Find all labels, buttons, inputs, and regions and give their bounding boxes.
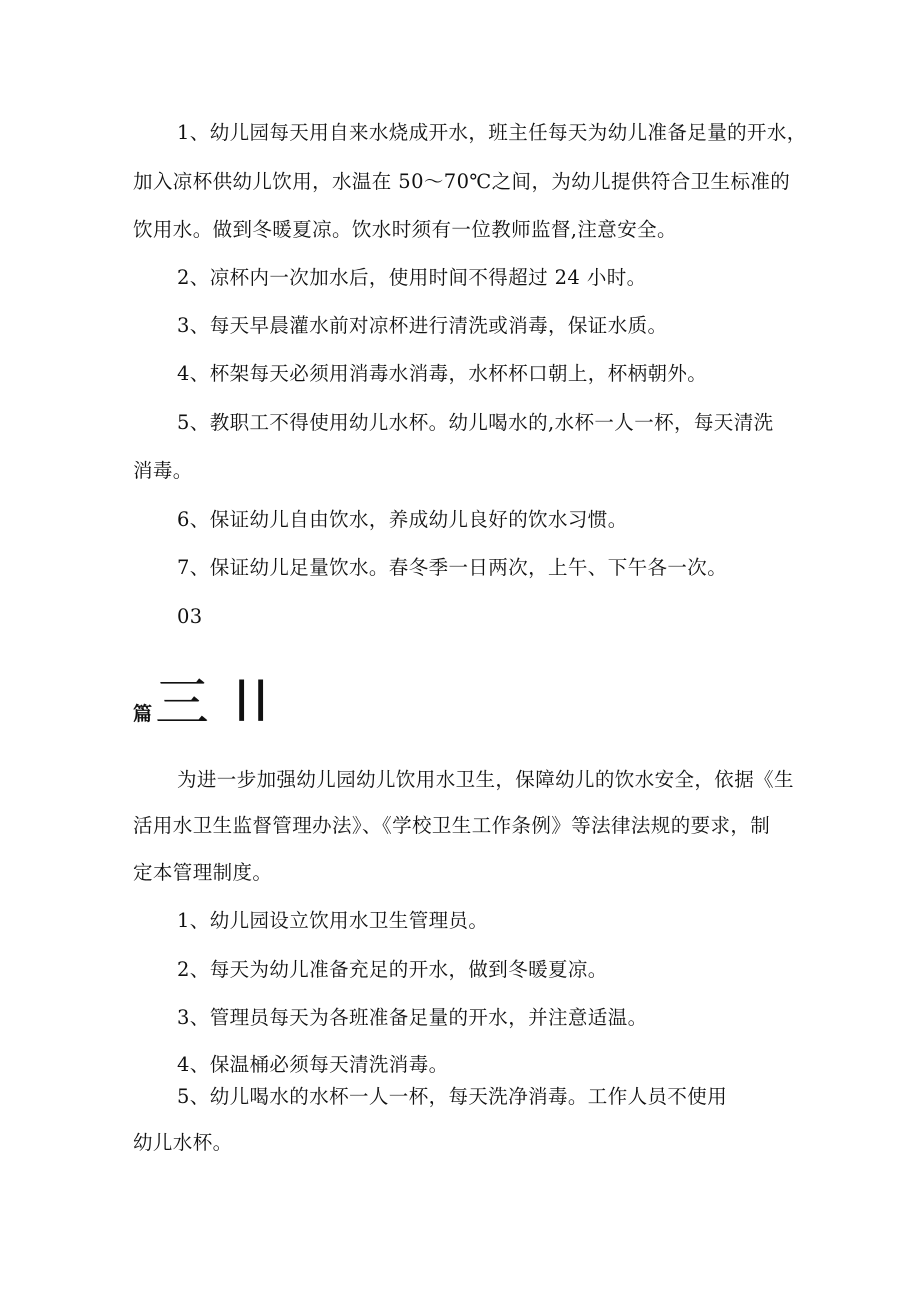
- rule-1-line-1: 1、幼儿园每天用自来水烧成开水，班主任每天为幼儿准备足量的开水，: [177, 121, 807, 144]
- rule-5-line-1: 5、教职工不得使用幼儿水杯。幼儿喝水的,水杯一人一杯，每天清洗: [177, 411, 774, 434]
- s3-rule-5-line-2: 幼儿水杯。: [133, 1131, 233, 1154]
- intro-line-1: 为进一步加强幼儿园幼儿饮用水卫生，保障幼儿的饮水安全，依据《生: [177, 768, 794, 791]
- rule-6: 6、保证幼儿自由饮水，养成幼儿良好的饮水习惯。: [177, 508, 628, 531]
- intro-line-3: 定本管理制度。: [133, 861, 273, 884]
- section-heading-main: 三 ll: [155, 671, 273, 734]
- rule-1-line-3: 饮用水。做到冬暖夏凉。饮水时须有一位教师监督,注意安全。: [133, 218, 677, 241]
- rule-4: 4、杯架每天必须用消毒水消毒，水杯杯口朝上，杯柄朝外。: [177, 362, 708, 385]
- s3-rule-4: 4、保温桶必须每天清洗消毒。: [177, 1053, 449, 1076]
- rule-1-line-2: 加入凉杯供幼儿饮用，水温在 50～70℃之间，为幼儿提供符合卫生标准的: [133, 170, 791, 193]
- s3-rule-5-line-1: 5、幼儿喝水的水杯一人一杯，每天洗净消毒。工作人员不使用: [177, 1085, 728, 1108]
- rule-5-line-2: 消毒。: [133, 459, 193, 482]
- page-marker: 03: [177, 605, 203, 628]
- section-heading-prefix: 篇: [133, 703, 153, 725]
- rule-7: 7、保证幼儿足量饮水。春冬季一日两次，上午、下午各一次。: [177, 556, 728, 579]
- rule-2: 2、凉杯内一次加水后，使用时间不得超过 24 小时。: [177, 266, 647, 289]
- s3-rule-3: 3、管理员每天为各班准备足量的开水，并注意适温。: [177, 1006, 648, 1029]
- rule-3: 3、每天早晨灌水前对凉杯进行清洗或消毒，保证水质。: [177, 314, 668, 337]
- s3-rule-1: 1、幼儿园设立饮用水卫生管理员。: [177, 909, 489, 932]
- intro-line-2: 活用水卫生监督管理办法》、《学校卫生工作条例》等法律法规的要求，制: [133, 814, 771, 837]
- s3-rule-2: 2、每天为幼儿准备充足的开水，做到冬暖夏凉。: [177, 958, 608, 981]
